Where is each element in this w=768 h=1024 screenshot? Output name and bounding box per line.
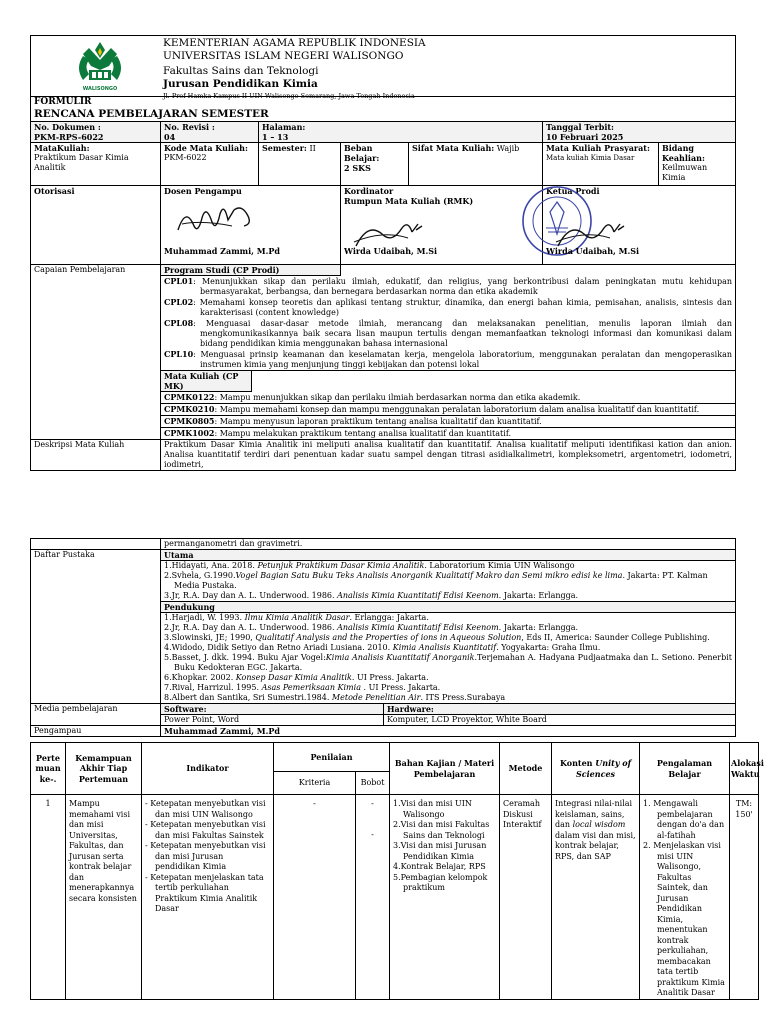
department-name: Jurusan Pendidikan Kimia [163, 77, 318, 90]
prasyarat-value: Mata kuliah Kimia Dasar [546, 154, 635, 162]
cpmk-item: CPMK0122: Mampu menunjukkan sikap dan perilaku ilmiah berdasarkan norma dan etika akademik. [164, 392, 581, 402]
col-bahan: Bahan Kajian / Materi Pembelajaran [390, 743, 500, 795]
logo-caption: WALISONGO [82, 86, 118, 92]
halaman-label: Halaman: [262, 122, 306, 132]
no-dokumen-value: PKM-RPS-6022 [34, 132, 104, 142]
university-logo [69, 40, 131, 94]
koordinator-cell [341, 186, 543, 265]
indikator-item: - Ketepatan menjelaskan tata tertib perkuliahan Praktikum Kimia Analitik Dasar [145, 872, 264, 913]
dosen-signature [172, 200, 262, 240]
row-indikator [142, 795, 274, 1000]
cpmk-item: CPMK0805: Mampu menyusun laporan praktikum tentang analisa kualitatif dan kuantitatif. [161, 415, 735, 427]
matakuliah-cell [31, 143, 161, 186]
indikator-item: - Ketepatan menyebutkan visi dan misi Jurusan pendidikan Kimia [145, 841, 266, 871]
koordinator-name: Wirda Udaibah, M.Si [344, 246, 438, 256]
beban-value: 2 SKS [344, 163, 371, 173]
col-pengalaman: Pengalaman Belajar [640, 743, 730, 795]
koordinator-label: Kordinator [344, 186, 394, 196]
row-no: 1 [31, 795, 66, 1000]
software-value: Power Point, Word [161, 715, 384, 726]
pengalaman-item: 1. Mengawali pembelajaran dengan do'a dan al-fatihah [643, 799, 725, 840]
col-kemampuan: Kemampuan Akhir Tiap Pertemuan [66, 743, 142, 795]
pustaka-label: Daftar Pustaka [31, 550, 161, 704]
bidang-value: Keilmuwan Kimia [662, 163, 708, 182]
bobot-value: - [371, 799, 374, 808]
dosen-cell [161, 186, 341, 265]
sifat-cell [409, 143, 543, 186]
semester-label: Semester: [262, 143, 307, 153]
bobot-value: - [371, 829, 374, 839]
kode-label: Kode Mata Kuliah: [164, 143, 248, 153]
bidang-cell [659, 143, 736, 186]
deskripsi-label: Deskripsi Mata Kuliah [31, 440, 161, 471]
bahan-item: 5.Pembagian kelompok praktikum [393, 872, 488, 892]
row-konten: Integrasi nilai-nilai keislaman, sains, dan local wisdom dalam visi dan misi, kontrak belajar, RPS, dan SAP [552, 795, 640, 1000]
institution-header [31, 36, 736, 100]
reference-item: 5.Basset, J. dkk. 1994. Buku Ajar Vogel:Kimia Analisis Kuantitatif Anorganik.Terjemahan A. Hadyana Pudjaatmaka dan L. Setiono. Penerbit Buku Kedokteran EGC. Jakarta. [164, 653, 733, 672]
cpl-item: CPL10: Menguasai prinsip keamanan dan keselamatan kerja, mengelola laboratorium, menggunakan peralatan dan mengoperasikan instrumen kimia yang menjunjung tinggi kebijakan dan potensi lokal [164, 349, 732, 369]
col-konten: Konten Unity of Sciences [552, 743, 640, 795]
cpl-item: CPL08: Menguasai dasar-dasar metode ilmiah, merancang dan melaksanakan penelitian, menulis laporan ilmiah dan mengkomunikasikannya baik secara lisan maupun tertulis dengan memanfaatkan teknologi informasi dan komunikasi dalam bidang pendidikan kimia menggunakan bahasa internasional [164, 318, 733, 348]
ministry-name: KEMENTERIAN AGAMA REPUBLIK INDONESIA [163, 37, 426, 49]
col-indikator: Indikator [142, 743, 274, 795]
kaprodi-name: Wirda Udaibah, M.Si [546, 246, 640, 256]
dosen-name: Muhammad Zammi, M.Pd [164, 246, 280, 256]
reference-item: 3.Jr, R.A. Day dan A. L. Underwood. 1986. Analisis Kimia Kuantitatif Edisi Keenom. Jakarta: Erlangga. [164, 591, 579, 600]
matakuliah-label: MataKuliah: [34, 143, 90, 153]
bahan-item: 2.Visi dan misi Fakultas Sains dan Teknologi [393, 820, 490, 840]
form-label: FORMULIR [34, 97, 92, 107]
bahan-item: 4.Kontrak Belajar, RPS [393, 862, 486, 871]
row-alokasi: TM: 150' [730, 795, 759, 1000]
cp-prodi-header-filler [341, 265, 736, 276]
prasyarat-cell [543, 143, 659, 186]
faculty-name: Fakultas Sains dan Teknologi [163, 65, 319, 77]
deskripsi-cont-label [31, 539, 161, 550]
reference-item: 4.Widodo, Didik Setiyo dan Retno Ariadi Lusiana. 2010. Kimia Analisis Kuantitatif. Yogyakarta: Graha Ilmu. [164, 643, 601, 652]
reference-item: 6.Khopkar. 2002. Konsep Dasar Kimia Analitik. UI Press. Jakarta. [164, 673, 429, 682]
row-metode [500, 795, 552, 1000]
bahan-item: 1.Visi dan misi UIN Walisongo [393, 799, 472, 819]
semester-value: II [309, 144, 316, 153]
col-bobot: Bobot [356, 772, 390, 795]
software-label: Software: [161, 704, 384, 715]
hardware-value: Komputer, LCD Proyektor, White Board [384, 715, 736, 726]
otorisasi-label: Otorisasi [31, 186, 161, 265]
references-table [30, 538, 736, 737]
kaprodi-label: Ketua Prodi [546, 186, 600, 196]
reference-item: 8.Albert dan Santika, Sri Sumestri.1984. Metode Penelitian Air. ITS Press.Surabaya [164, 693, 506, 702]
university-name: UNIVERSITAS ISLAM NEGERI WALISONGO [163, 49, 404, 62]
form-title: RENCANA PEMBELAJARAN SEMESTER [34, 108, 269, 120]
col-kriteria: Kriteria [274, 772, 356, 795]
matakuliah-value: Praktikum Dasar Kimia Analitik [34, 153, 129, 172]
schedule-table [30, 742, 764, 1000]
table-row [31, 795, 759, 1000]
bidang-label: Bidang Keahlian: [662, 143, 705, 163]
dosen-label: Dosen Pengampu [164, 186, 242, 196]
pengampu-name: Muhammad Zammi, M.Pd [161, 726, 736, 737]
cpmk-section [161, 371, 736, 440]
indikator-item: - Ketepatan menyebutkan visi dan misi Fakultas Sainstek [145, 820, 266, 840]
metode-item: Ceramah [503, 799, 540, 808]
prasyarat-label: Mata Kuliah Prasyarat: [546, 143, 650, 153]
sifat-value: Wajib [496, 144, 520, 153]
pendukung-list [161, 613, 736, 704]
no-revisi-label: No. Revisi : [164, 122, 215, 132]
metode-item: Interaktif [503, 820, 542, 829]
semester-cell [259, 143, 341, 186]
row-pengalaman [640, 795, 730, 1000]
deskripsi-text: Praktikum Dasar Kimia Analitik ini meliputi analisa kualitatif dan kuantitatif. Analisa kualitatif meliputi identifikasi kation dan anion. Analisa kuantitatif terdiri dari penentuan kadar suatu sampel dengan titrasi asidialkalimetri, kompleksometri, argentometri, iodometri, iodimetri, [161, 440, 736, 471]
indikator-item: - Ketepatan menyebutkan visi dan misi UIN Walisongo [145, 799, 266, 819]
cpmk-item: CPMK1002: Mampu melakukan praktikum tentang analisa kualitatif dan kuantitatif. [161, 427, 735, 439]
no-revisi-cell [161, 122, 259, 143]
halaman-value: 1 – 13 [262, 132, 289, 142]
capaian-label: Capaian Pembelajaran [31, 265, 161, 440]
metode-item: Diskusi [503, 809, 533, 819]
rps-header-table [30, 35, 736, 471]
sifat-label: Sifat Mata Kuliah: [412, 143, 495, 153]
row-bobot [356, 795, 390, 1000]
col-penilaian: Penilaian [274, 743, 390, 772]
tanggal-label: Tanggal Terbit: [546, 122, 615, 132]
utama-header: Utama [161, 550, 736, 561]
cp-mk-header: Mata Kuliah (CP MK) [161, 371, 252, 392]
reference-item: 3.Slowinski, JE; 1990, Qualitatif Analysis and the Properties of ions in Aqueous Solution, Eds II, America: Saunder College Publishing. [164, 633, 710, 642]
reference-item: 2.Svhela, G.1990.Vogel Bagian Satu Buku Teks Analisis Anorganik Kualitatif Makro dan Semi mikro edisi ke lima. Jakarta: PT. Kalman Media Pustaka. [164, 571, 708, 590]
pendukung-header: Pendukung [161, 602, 736, 613]
pengampu-label: Pengampau [31, 726, 161, 737]
kode-cell [161, 143, 259, 186]
utama-list [161, 561, 736, 602]
reference-item: 1.Hidayati, Ana. 2018. Petunjuk Praktikum Dasar Kimia Analitik. Laboratorium Kimia UIN Walisongo [164, 561, 575, 570]
row-bahan [390, 795, 500, 1000]
beban-cell [341, 143, 409, 186]
deskripsi-continuation: permanganometri dan gravimetri. [161, 539, 736, 550]
reference-item: 2.Jr, R.A. Day dan A. L. Underwood. 1986. Analisis Kimia Kuantitatif Edisi Keenom. Jakarta: Erlangga. [164, 623, 579, 632]
cpmk-item: CPMK0210: Mampu memahami konsep dan mampu menggunakan peralatan laboratorium dalam analisa kualitatif dan kuantitatif. [161, 403, 735, 415]
kaprodi-cell [543, 186, 736, 265]
no-dokumen-label: No. Dokumen : [34, 122, 101, 132]
rmk-label: Rumpun Mata Kuliah (RMK) [344, 196, 474, 206]
halaman-cell [259, 122, 543, 143]
tanggal-cell [543, 122, 736, 143]
col-pertemuan: Perte muan ke-. [31, 743, 66, 795]
bahan-item: 3.Visi dan misi Jurusan Pendidikan Kimia [393, 841, 487, 861]
col-metode: Metode [500, 743, 552, 795]
kode-value: PKM-6022 [164, 153, 207, 162]
beban-label: Beban Belajar: [344, 143, 380, 163]
reference-item: 1.Harjadi, W. 1993. Ilmu Kimia Analitik Dasar. Erlangga: Jakarta. [164, 613, 429, 622]
address: Jl. Prof Hamka Kampus II UIN Walisongo Semarang, Jawa Tengah Indonesia [163, 91, 415, 100]
reference-item: 7.Rival, Harrizul. 1995. Asas Pemeriksaan Kimia . UI Press. Jakarta. [164, 683, 441, 692]
no-dokumen-cell [31, 122, 161, 143]
hardware-label: Hardware: [384, 704, 736, 715]
row-kemampuan: Mampu memahami visi dan misi Universitas, Fakultas, dan Jurusan serta kontrak belajar dan menerapkannya secara konsisten [66, 795, 142, 1000]
cp-prodi-header: Program Studi (CP Prodi) [161, 265, 341, 276]
row-kriteria: - [274, 795, 356, 1000]
pengalaman-item: 2. Menjelaskan visi misi UIN Walisongo, Fakultas Saintek, dan Jurusan Pendidikan Kimia, menentukan kontrak perkuliahan, membacakan tata tertib praktikum Kimia Analitik Dasar [643, 841, 725, 997]
col-alokasi: Alokasi Waktu [730, 743, 759, 795]
tanggal-value: 10 Februari 2025 [546, 132, 624, 142]
media-label: Media pembelajaran [31, 704, 161, 726]
cpl-item: CPL02: Memahami konsep teoretis dan aplikasi tentang struktur, dinamika, dan energi bahan kimia, pemisahan, analisis, sintesis dan karakterisasi (content knowledge) [164, 297, 733, 317]
no-revisi-value: 04 [164, 132, 176, 142]
cpl-list [161, 276, 736, 371]
cpl-item: CPL01: Menunjukkan sikap dan perilaku ilmiah, edukatif, dan religius, yang berkontribusi dalam peningkatan mutu kehidupan bermasyarakat, berbangsa, dan bernegara berdasarkan norma dan etika akademik [164, 276, 733, 296]
